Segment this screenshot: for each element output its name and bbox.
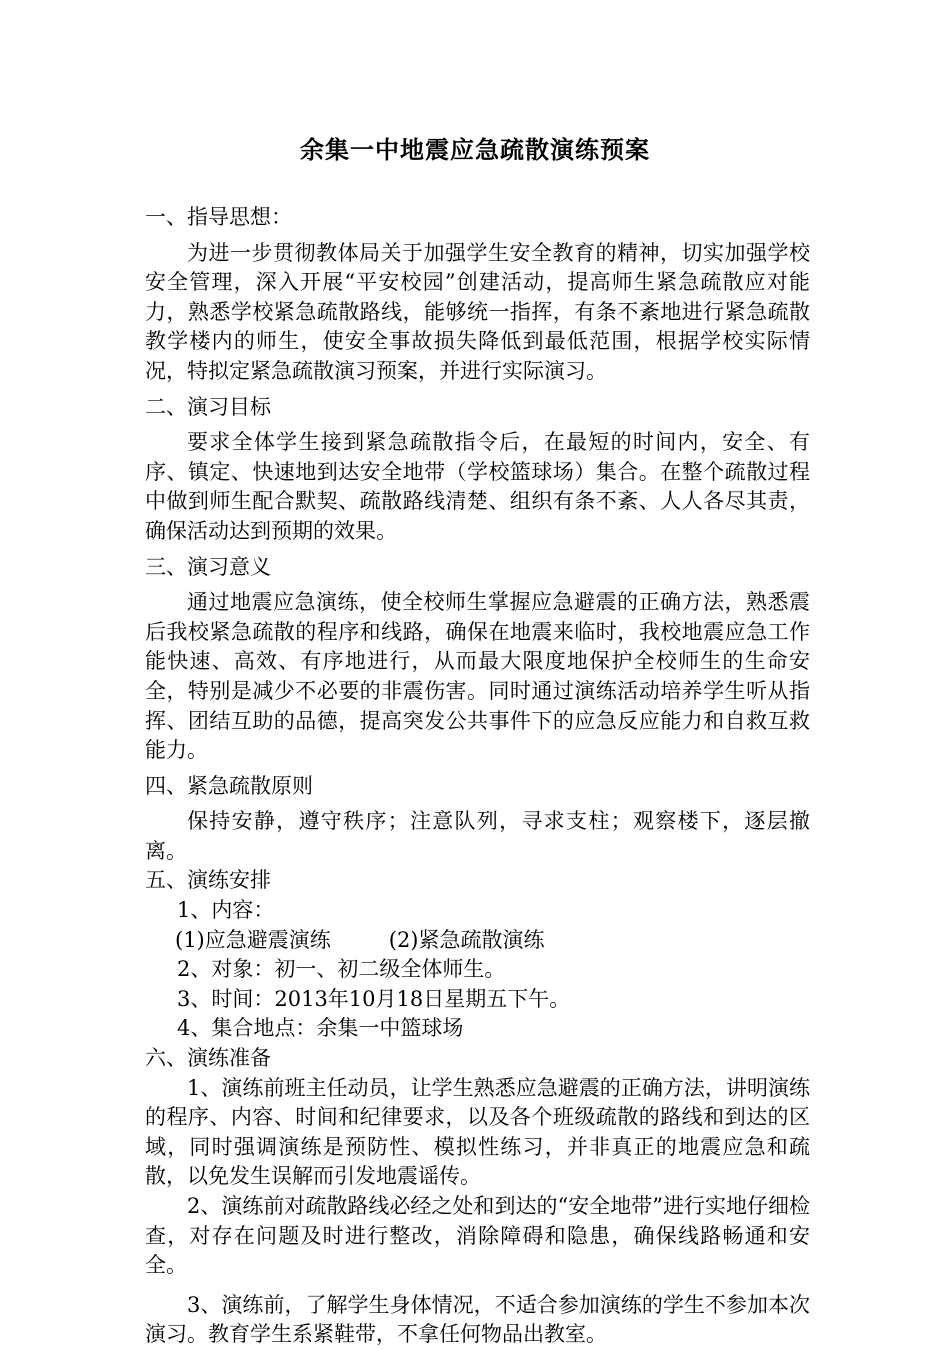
document-title: 余集一中地震应急疏散演练预案 [300, 136, 650, 164]
section-heading-drill-arrangement: 五、演练安排 [145, 868, 271, 893]
arrangement-item-location: 4、集合地点：余集一中篮球场 [177, 1016, 464, 1041]
content-item-emergency-evacuation: (2)紧急疏散演练 [388, 927, 545, 952]
paragraph-preparation-2: 2、演练前对疏散路线必经之处和到达的“安全地带”进行实地仔细检查，对存在问题及时进行整改，消除障碍和隐患，确保线路畅通和安全。 [145, 1194, 810, 1278]
arrangement-item-time: 3、时间：2013年10月18日星期五下午。 [177, 986, 571, 1011]
paragraph-preparation-3: 3、演练前，了解学生身体情况，不适合参加演练的学生不参加本次演习。教育学生系紧鞋带，不拿任何物品出教室。 [145, 1292, 810, 1347]
content-item-earthquake-avoidance: (1)应急避震演练 [175, 927, 331, 952]
section-heading-evacuation-principle: 四、紧急疏散原则 [145, 773, 313, 798]
document-body [145, 203, 810, 1350]
section-heading-drill-goal: 二、演习目标 [145, 394, 271, 419]
section-heading-drill-preparation: 六、演练准备 [145, 1046, 271, 1071]
paragraph-guiding-thought: 为进一步贯彻教体局关于加强学生安全教育的精神，切实加强学校安全管理，深入开展“平安校园”创建活动，提高师生紧急疏散应对能力，熟悉学校紧急疏散路线，能够统一指挥，有条不紊地进行紧急疏散教学楼内的师生，使安全事故损失降低到最低范围，根据学校实际情况，特拟定紧急疏散演习预案，并进行实际演习。 [145, 240, 810, 383]
arrangement-content-items [145, 926, 810, 956]
arrangement-item-content: 1、内容： [177, 898, 275, 923]
section-heading-guiding-thought: 一、指导思想： [145, 205, 292, 229]
arrangement-item-participants: 2、对象：初一、初二级全体师生。 [177, 957, 506, 982]
paragraph-preparation-1: 1、演练前班主任动员，让学生熟悉应急避震的正确方法，讲明演练的程序、内容、时间和纪律要求，以及各个班级疏散的路线和到达的区域，同时强调演练是预防性、模拟性练习，并非真正的地震应急和疏散，以免发生误解而引发地震谣传。 [145, 1075, 810, 1189]
paragraph-evacuation-principle: 保持安静，遵守秩序；注意队列，寻求支柱；观察楼下，逐层撤离。 [145, 809, 810, 863]
section-heading-drill-significance: 三、演习意义 [145, 554, 271, 579]
paragraph-drill-significance: 通过地震应急演练，使全校师生掌握应急避震的正确方法，熟悉震后我校紧急疏散的程序和线路，确保在地震来临时，我校地震应急工作能快速、高效、有序地进行，从而最大限度地保护全校师生的生命安全，特别是减少不必要的非震伤害。同时通过演练活动培养学生听从指挥、团结互助的品德，提高突发公共事件下的应急反应能力和自救互救能力。 [145, 590, 810, 763]
paragraph-drill-goal: 要求全体学生接到紧急疏散指令后，在最短的时间内，安全、有序、镇定、快速地到达安全地带（学校篮球场）集合。在整个疏散过程中做到师生配合默契、疏散路线清楚、组织有条不紊、人人各尽其责，确保活动达到预期的效果。 [145, 430, 810, 543]
